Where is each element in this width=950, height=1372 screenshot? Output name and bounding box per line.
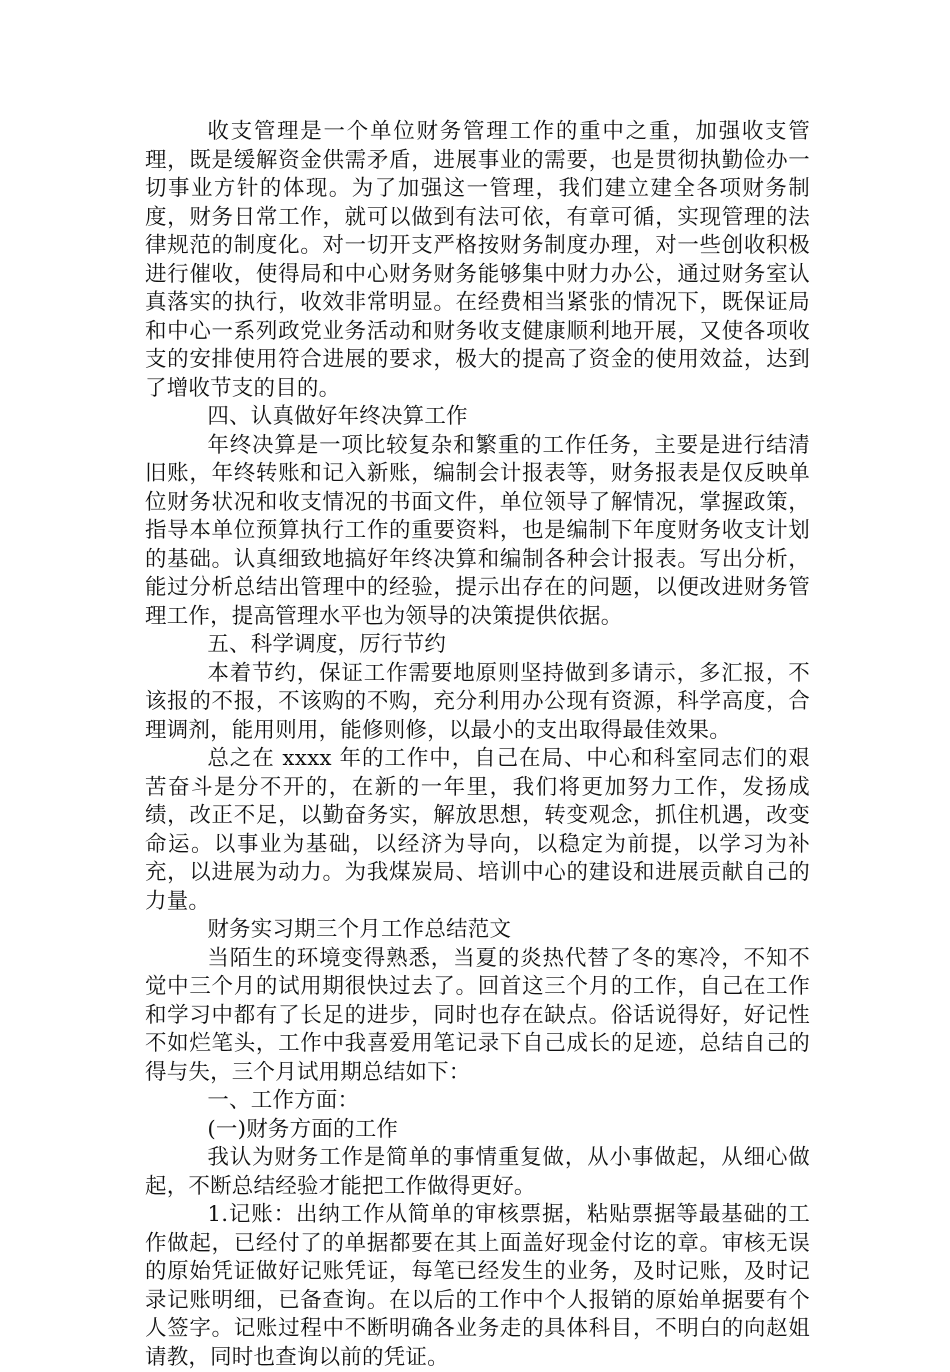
article-title-internship-summary: 财务实习期三个月工作总结范文 (207, 917, 512, 942)
paragraph-saving: 本着节约，保证工作需要地原则坚持做到多请示，多汇报，不该报的不报，不该购的不购，充分利用办公现有资源，科学高度，合理调剂，能用则用，能修则修，以最小的支出取得最佳效果。 (145, 660, 810, 743)
paragraph-year-end-accounts: 年终决算是一项比较复杂和繁重的工作任务，主要是进行结清旧账，年终转账和记入新账，编制会计报表等，财务报表是仅反映单位财务状况和收支情况的书面文件，单位领导了解情况，掌握政策，指导本单位预算执行工作的重要资料，也是编制下年度财务收支计划的基础。认真细致地搞好年终决算和编制各种会计报表。写出分析，能过分析总结出管理中的经验，提示出存在的问题，以便改进财务管理工作，提高管理水平也为领导的决策提供依据。 (145, 432, 810, 629)
document-body (145, 118, 810, 1372)
paragraph-bookkeeping: 1.记账：出纳工作从简单的审核票据，粘贴票据等最基础的工作做起，已经付了的单据都要在其上面盖好现金付讫的章。审核无误的原始凭证做好记账凭证，每笔已经发生的业务，及时记账，及时记录记账明细，已备查询。在以后的工作中个人报销的原始单据要有个人签字。记账过程中不断明确各业务走的具体科目，不明白的向赵姐请教，同时也查询以前的凭证。 (145, 1202, 810, 1370)
paragraph-finance-work: 我认为财务工作是简单的事情重复做，从小事做起，从细心做起，不断总结经验才能把工作做得更好。 (145, 1145, 810, 1199)
paragraph-income-expense-management: 收支管理是一个单位财务管理工作的重中之重，加强收支管理，既是缓解资金供需矛盾，进展事业的需要，也是贯彻执勤俭办一切事业方针的体现。为了加强这一管理，我们建立建全各项财务制度，财务日常工作，就可以做到有法可依，有章可循，实现管理的法律规范的制度化。对一切开支严格按财务制度办理，对一些创收积极进行催收，使得局和中心财务财务能够集中财力办公，通过财务室认真落实的执行，收效非常明显。在经费相当紧张的情况下，既保证局和中心一系列政党业务活动和财务收支健康顺利地开展，又使各项收支的安排使用符合进展的要求，极大的提高了资金的使用效益，达到了增收节支的目的。 (145, 119, 810, 401)
section-heading-year-end-accounts: 四、认真做好年终决算工作 (207, 404, 468, 429)
paragraph-internship-intro: 当陌生的环境变得熟悉，当夏的炎热代替了冬的寒冷，不知不觉中三个月的试用期很快过去了。回首这三个月的工作，自己在工作和学习中都有了长足的进步，同时也存在缺点。俗话说得好，好记性不如烂笔头，工作中我喜爱用笔记录下自己成长的足迹，总结自己的得与失，三个月试用期总结如下： (145, 945, 810, 1085)
section-heading-work-aspects: 一、工作方面： (207, 1088, 360, 1113)
section-heading-saving: 五、科学调度，厉行节约 (207, 632, 447, 657)
subsection-heading-finance-work: (一)财务方面的工作 (207, 1116, 399, 1142)
paragraph-summary: 总之在 xxxx 年的工作中，自己在局、中心和科室同志们的艰苦奋斗是分不开的，在新的一年里，我们将更加努力工作，发扬成绩，改正不足，以勤奋务实，解放思想，转变观念，抓住机遇，改变命运。以事业为基础，以经济为导向，以稳定为前提，以学习为补充，以进展为动力。为我煤炭局、培训中心的建设和进展贡献自己的力量。 (145, 746, 811, 914)
